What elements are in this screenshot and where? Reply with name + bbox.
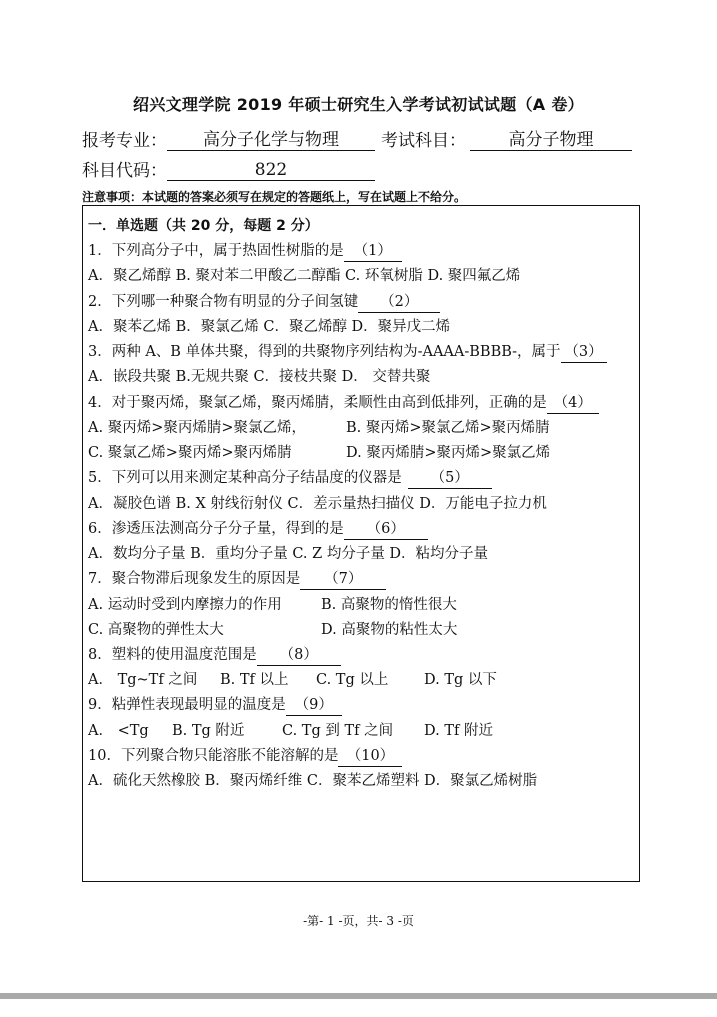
option-b: B. 聚丙烯>聚氯乙烯>聚丙烯腈 (346, 420, 550, 436)
major-value: 高分子化学与物理 (167, 130, 375, 151)
options-1: A．聚乙烯醇 B. 聚对苯二甲酸乙二醇酯 C. 环氧树脂 D. 聚四氟乙烯 (88, 268, 521, 284)
question-stem: 5．下列可以用来测定某种高分子结晶度的仪器是 (88, 470, 402, 486)
answer-blank: （3） (561, 342, 607, 363)
option-c: C. Tg 到 Tf 之间 (282, 723, 394, 739)
exam-info-row (82, 126, 632, 151)
exam-title: 绍兴文理学院 2019 年硕士研究生入学考试初试试题（A 卷） (133, 95, 584, 114)
option-d: D. Tg 以下 (424, 672, 497, 688)
options-6: A．数均分子量 B．重均分子量 C. Z 均分子量 D．粘均分子量 (88, 546, 489, 562)
answer-blank: （1） (344, 241, 402, 262)
question-stem: 9．粘弹性表现最明显的温度是 (88, 697, 286, 713)
option-c: C. Tg 以上 (316, 672, 389, 688)
answer-blank: （5） (408, 468, 492, 489)
question-stem: 7．聚合物滞后现象发生的原因是 (88, 571, 301, 587)
answer-blank: （10） (338, 746, 402, 767)
option-a: A． Tg~Tf 之间 (88, 672, 198, 688)
exam-code-row (82, 156, 375, 181)
option-b: B. Tf 以上 (220, 672, 289, 688)
answer-blank: （6） (344, 519, 428, 540)
question-stem: 8．塑料的使用温度范围是 (88, 647, 257, 663)
option-a: A. 聚丙烯>聚丙烯腈>聚氯乙烯， (88, 420, 306, 436)
notice-text: 注意事项：本试题的答案必须写在规定的答题纸上，写在试题上不给分。 (82, 190, 467, 204)
question-7 (88, 569, 386, 590)
code-label: 科目代码： (82, 161, 167, 181)
question-stem: 4．对于聚丙烯，聚氯乙烯，聚丙烯腈，柔顺性由高到低排列，正确的是 (88, 395, 547, 411)
option-b: B. Tg 附近 (172, 723, 245, 739)
question-stem: 2．下列哪一种聚合物有明显的分子间氢键 (88, 294, 359, 310)
subject-label: 考试科目： (381, 131, 466, 151)
option-a: A． <Tg (88, 723, 149, 739)
option-a: A. 运动时受到内摩擦力的作用 (88, 597, 282, 613)
section-title: 一．单选题（共 20 分，每题 2 分） (88, 218, 319, 234)
question-stem: 3．两种 A、B 单体共聚，得到的共聚物序列结构为-AAAA-BBBB-，属于 (88, 344, 561, 360)
answer-blank: （4） (547, 393, 599, 414)
question-stem: 10．下列聚合物只能溶胀不能溶解的是 (88, 748, 339, 764)
option-d: D. 聚丙烯腈>聚丙烯>聚氯乙烯 (346, 445, 551, 461)
options-3: A．嵌段共聚 B.无规共聚 C．接枝共聚 D． 交替共聚 (88, 369, 431, 385)
major-label: 报考专业： (82, 131, 167, 151)
question-2 (88, 292, 440, 313)
subject-value: 高分子物理 (470, 130, 632, 151)
question-5 (88, 468, 492, 489)
code-value: 822 (167, 160, 375, 181)
question-8 (88, 645, 341, 666)
answer-blank: （9） (286, 695, 342, 716)
question-6 (88, 519, 428, 540)
question-9 (88, 695, 342, 716)
options-2: A．聚苯乙烯 B．聚氯乙烯 C．聚乙烯醇 D．聚异戊二烯 (88, 319, 451, 335)
question-stem: 1．下列高分子中，属于热固性树脂的是 (88, 243, 344, 259)
option-c: C. 高聚物的弹性太大 (88, 622, 224, 638)
answer-blank: （7） (300, 569, 386, 590)
question-1 (88, 241, 402, 262)
options-10: A．硫化天然橡胶 B．聚丙烯纤维 C．聚苯乙烯塑料 D．聚氯乙烯树脂 (88, 773, 538, 789)
question-stem: 6．渗透压法测高分子分子量，得到的是 (88, 521, 344, 537)
page-footer: -第- 1 -页，共- 3 -页 (303, 914, 414, 928)
option-b: B. 高聚物的惰性很大 (321, 597, 457, 613)
question-3 (88, 342, 607, 363)
option-d: D. Tf 附近 (424, 723, 493, 739)
answer-blank: （8） (257, 645, 341, 666)
viewer-bottom-bar (0, 993, 717, 999)
option-c: C. 聚氯乙烯>聚丙烯>聚丙烯腈 (88, 445, 292, 461)
question-10 (88, 746, 402, 767)
question-4 (88, 393, 599, 414)
options-5: A．凝胶色谱 B. X 射线衍射仪 C．差示量热扫描仪 D．万能电子拉力机 (88, 496, 547, 512)
option-d: D. 高聚物的粘性太大 (321, 622, 458, 638)
answer-blank: （2） (358, 292, 440, 313)
